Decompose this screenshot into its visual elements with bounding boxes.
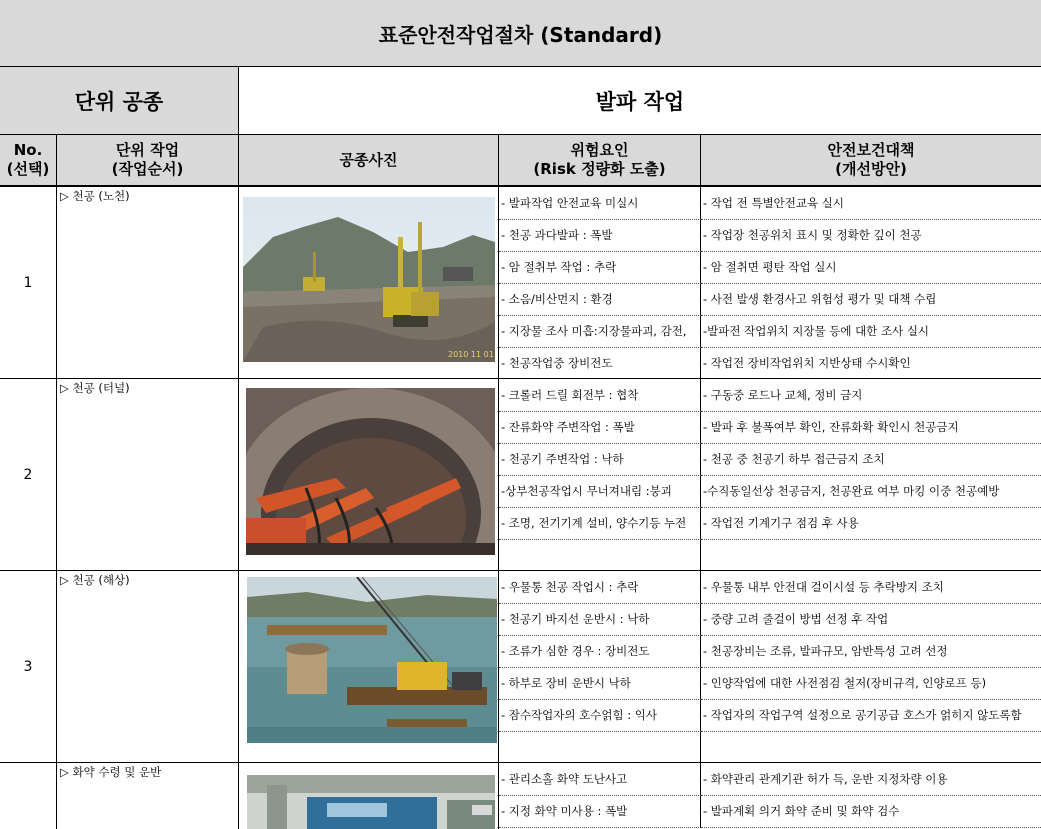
- explosive-truck-photo: [247, 775, 495, 829]
- risk-item: - 발파작업 안전교육 미실시: [499, 187, 701, 220]
- measure-item: - 인양작업에 대한 사전점검 철저(장비규격, 인양로프 등): [701, 668, 1041, 700]
- measure-item: -발파전 작업위치 지장물 등에 대한 조사 실시: [701, 316, 1041, 348]
- row-4-no: [0, 763, 57, 829]
- row-4-task: ▷ 화약 수령 및 운반: [57, 763, 239, 829]
- row-1-no: 1: [0, 187, 57, 379]
- tunnel-jumbo-photo: [246, 388, 495, 555]
- column-header-task-line2: (작업순서): [111, 160, 184, 178]
- column-header-no: [0, 135, 57, 187]
- risk-item: - 잔류화약 주변작업 : 폭발: [499, 412, 701, 444]
- measure-item: - 사전 발생 환경사고 위험성 평가 및 대책 수립: [701, 284, 1041, 316]
- column-header-task-line1: 단위 작업: [115, 141, 180, 159]
- measure-item: - 천공 중 천공기 하부 접근금지 조치: [701, 444, 1041, 476]
- risk-item: - 지정 화약 미사용 : 폭발: [499, 796, 701, 828]
- row-3-photo-cell: [239, 571, 499, 763]
- measure-item: - 천공장비는 조류, 발파규모, 암반특성 고려 선정: [701, 636, 1041, 668]
- risk-item: - 암 절취부 작업 : 추락: [499, 252, 701, 284]
- column-header-risk: [499, 135, 701, 187]
- risk-item: - 잠수작업자의 호수얽힘 : 익사: [499, 700, 701, 732]
- row-1-photo-cell: [239, 187, 499, 379]
- marine-barge-photo: [247, 577, 497, 743]
- column-header-photo: [239, 135, 499, 187]
- measure-item: - 암 절취면 평탄 작업 실시: [701, 252, 1041, 284]
- drilling-rig-photo: [243, 197, 495, 362]
- measure-item: - 화약관리 관계기관 허가 득, 운반 지정차량 이용: [701, 763, 1041, 796]
- measure-item: - 작업장 천공위치 표시 및 정확한 깊이 천공: [701, 220, 1041, 252]
- risk-item: - 조류가 심한 경우 : 장비전도: [499, 636, 701, 668]
- column-header-measure: [701, 135, 1041, 187]
- measure-item: - 작업전 기계기구 점검 후 사용: [701, 508, 1041, 540]
- column-header-risk-line1: 위험요인: [570, 141, 629, 159]
- measure-item: - 우물통 내부 안전대 걸이시설 등 추락방지 조치: [701, 571, 1041, 604]
- row-1-task: ▷ 천공 (노천): [57, 187, 239, 379]
- risk-item: - 천공기 바지선 운반시 : 낙하: [499, 604, 701, 636]
- risk-item: - 조명, 전기기계 설비, 양수기등 누전: [499, 508, 701, 540]
- row-3-task: ▷ 천공 (해상): [57, 571, 239, 763]
- measure-item: [701, 540, 1041, 571]
- unit-process-value: 발파 작업: [239, 67, 1041, 135]
- risk-item: - 하부로 장비 운반시 낙하: [499, 668, 701, 700]
- risk-item: - 소음/비산먼지 : 환경: [499, 284, 701, 316]
- column-header-risk-line2: (Risk 정량화 도출): [533, 160, 666, 178]
- svg-text:2010 11 01: 2010 11 01: [448, 350, 494, 359]
- risk-item: -상부천공작업시 무너져내림 :붕괴: [499, 476, 701, 508]
- column-header-no-line1: No.: [13, 141, 43, 159]
- measure-item: - 작업전 장비작업위치 지반상태 수시확인: [701, 348, 1041, 379]
- measure-item: -수직동일선상 천공금지, 천공완료 여부 마킹 이중 천공예방: [701, 476, 1041, 508]
- row-2-photo-cell: [239, 379, 499, 571]
- column-header-task: [57, 135, 239, 187]
- row-2-task: ▷ 천공 (터널): [57, 379, 239, 571]
- risk-item: [499, 540, 701, 571]
- measure-item: - 작업자의 작업구역 설정으로 공기공급 호스가 얽히지 않도록함: [701, 700, 1041, 732]
- column-header-no-line2: (선택): [6, 160, 50, 178]
- measure-item: - 발파계획 의거 화약 준비 및 화약 검수: [701, 796, 1041, 828]
- measure-item: - 발파 후 불폭여부 확인, 잔류화확 확인시 천공금지: [701, 412, 1041, 444]
- measure-item: - 구동중 로드나 교체, 정비 금지: [701, 379, 1041, 412]
- risk-item: - 천공작업중 장비전도: [499, 348, 701, 379]
- column-header-measure-line1: 안전보건대책: [827, 141, 915, 159]
- risk-item: - 관리소홀 화약 도난사고: [499, 763, 701, 796]
- risk-item: - 크롤러 드릴 회전부 : 협착: [499, 379, 701, 412]
- row-2-no: 2: [0, 379, 57, 571]
- column-header-measure-line2: (개선방안): [835, 160, 907, 178]
- row-3-no: 3: [0, 571, 57, 763]
- risk-item: - 지장물 조사 미흡:지장물파괴, 감전,: [499, 316, 701, 348]
- risk-item: - 천공기 주변작업 : 낙하: [499, 444, 701, 476]
- page-title: 표준안전작업절차 (Standard): [0, 0, 1041, 67]
- risk-item: - 천공 과다발파 : 폭발: [499, 220, 701, 252]
- row-4-photo-cell: [239, 763, 499, 829]
- risk-item: [499, 732, 701, 763]
- measure-item: - 중량 고려 줄걸이 방법 선정 후 작업: [701, 604, 1041, 636]
- risk-item: - 우물통 천공 작업시 : 추락: [499, 571, 701, 604]
- column-header-photo-label: 공종사진: [339, 150, 398, 169]
- unit-process-label: 단위 공종: [0, 67, 239, 135]
- measure-item: - 작업 전 특별안전교육 실시: [701, 187, 1041, 220]
- measure-item: [701, 732, 1041, 763]
